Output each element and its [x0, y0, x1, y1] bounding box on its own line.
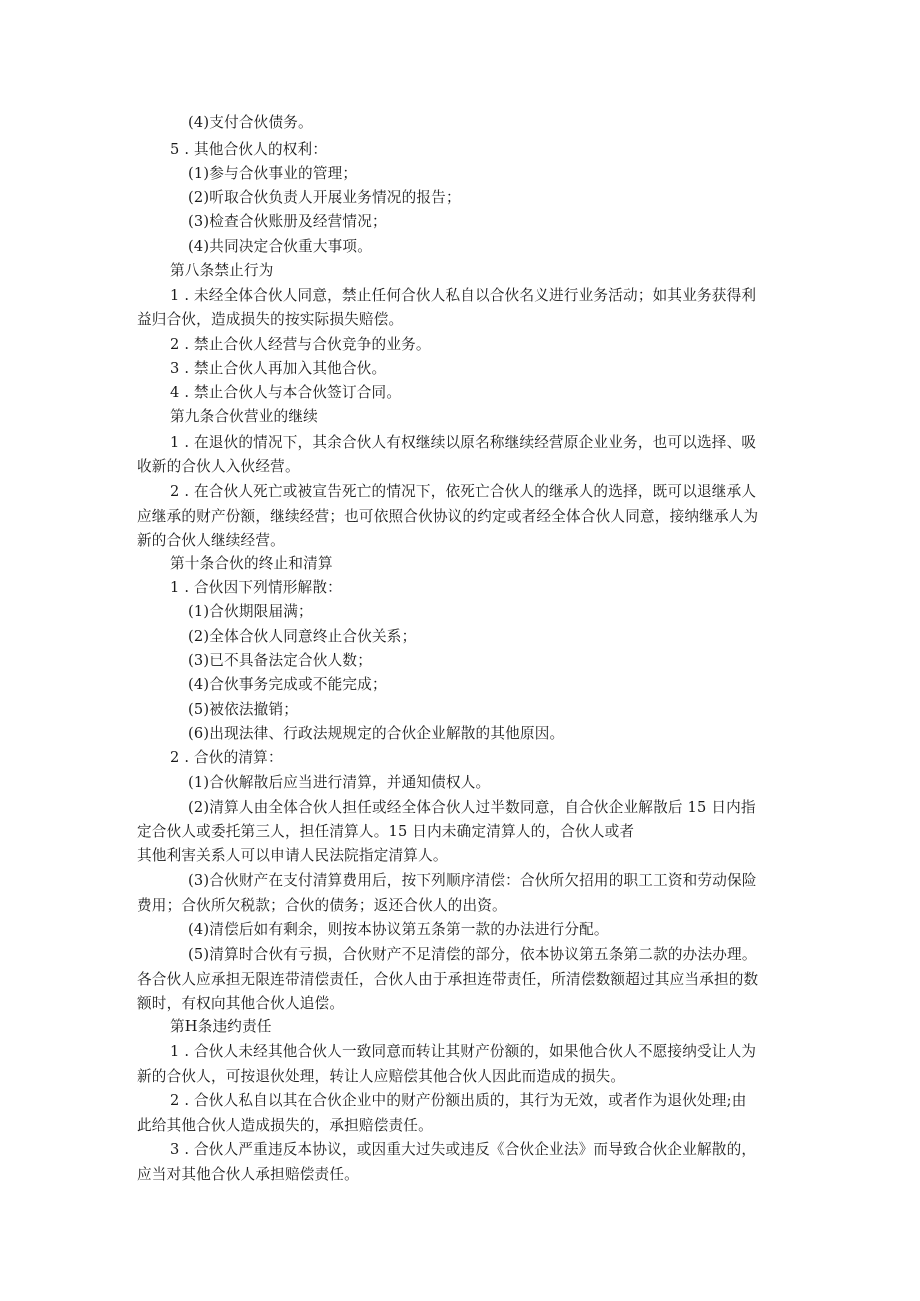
item-pay-debts: (4)支付合伙债务。 — [188, 114, 313, 131]
liquidation-item-2: (2)清算人由全体合伙人担任或经全体合伙人过半数同意，自合伙企业解散后 15 日内指 — [188, 799, 756, 816]
article-10-clause-1: 1 . 合伙因下列情形解散： — [170, 579, 342, 596]
item-decide-matters: (4)共同决定合伙重大事项。 — [188, 238, 373, 255]
article-8-clause-1: 1 . 未经全体合伙人同意，禁止任何合伙人私自以合伙名义进行业务活动；如其业务获得利 — [170, 287, 757, 304]
article-11-clause-1-cont: 新的合伙人，可按退伙处理，转让人应赔偿其他合伙人因此而造成的损失。 — [137, 1068, 626, 1085]
article-9-clause-2-cont-1: 应继承的财产份额，继续经营；也可依照合伙协议的约定或者经全体合伙人同意，接纳继承人为 — [137, 508, 759, 525]
liquidation-item-5-cont-1: 各合伙人应承担无限连带清偿责任，合伙人由于承担连带责任，所清偿数额超过其应当承担的数 — [137, 971, 759, 988]
dissolution-item-6: (6)出现法律、行政法规规定的合伙企业解散的其他原因。 — [188, 725, 565, 742]
liquidation-item-3: (3)合伙财产在支付清算费用后，按下列顺序清偿：合伙所欠招用的职工工资和劳动保险 — [188, 872, 757, 889]
article-11-clause-3-cont: 应当对其他合伙人承担赔偿责任。 — [137, 1166, 359, 1183]
article-8-clause-4: 4 . 禁止合伙人与本合伙签订合同。 — [170, 384, 402, 401]
dissolution-item-2: (2)全体合伙人同意终止合伙关系； — [188, 628, 417, 645]
dissolution-item-3: (3)已不具备法定合伙人数； — [188, 652, 373, 669]
liquidation-item-2-cont-1: 定合伙人或委托第三人，担任清算人。15 日内未确定清算人的，合伙人或者 — [137, 823, 635, 840]
dissolution-item-5: (5)被依法撤销； — [188, 701, 299, 718]
article-11-clause-2: 2 . 合伙人私自以其在合伙企业中的财产份额出质的，其行为无效，或者作为退伙处理;由 — [170, 1092, 747, 1109]
article-8-title: 第八条禁止行为 — [170, 262, 274, 279]
article-9-clause-2: 2 . 在合伙人死亡或被宣告死亡的情况下，依死亡合伙人的继承人的选择，既可以退继承人 — [170, 483, 757, 500]
article-11-clause-3: 3 . 合伙人严重违反本协议，或因重大过失或违反《合伙企业法》而导致合伙企业解散的， — [170, 1141, 757, 1158]
item-participate: (1)参与合伙事业的管理； — [188, 165, 358, 182]
article-10-clause-2: 2 . 合伙的清算： — [170, 749, 283, 766]
item-hear-report: (2)听取合伙负责人开展业务情况的报告； — [188, 189, 461, 206]
dissolution-item-4: (4)合伙事务完成或不能完成； — [188, 676, 387, 693]
dissolution-item-1: (1)合伙期限届满； — [188, 603, 313, 620]
article-11-title: 第H条违约责任 — [170, 1018, 272, 1035]
article-9-clause-2-cont-2: 新的合伙人继续经营。 — [137, 532, 285, 549]
liquidation-item-1: (1)合伙解散后应当进行清算，并通知债权人。 — [188, 774, 491, 791]
article-9-clause-1-cont: 收新的合伙人入伙经营。 — [137, 458, 300, 475]
article-10-title: 第十条合伙的终止和清算 — [170, 555, 333, 572]
article-8-clause-1-cont: 益归合伙，造成损失的按实际损失赔偿。 — [137, 311, 404, 328]
liquidation-item-5-cont-2: 额时，有权向其他合伙人追偿。 — [137, 995, 345, 1012]
article-11-clause-2-cont: 此给其他合伙人造成损失的，承担赔偿责任。 — [137, 1117, 433, 1134]
article-11-clause-1: 1 . 合伙人未经其他合伙人一致同意而转让其财产份额的，如果他合伙人不愿接纳受让人为 — [170, 1043, 757, 1060]
article-9-title: 第九条合伙营业的继续 — [170, 408, 318, 425]
article-9-clause-1: 1 . 在退伙的情况下，其余合伙人有权继续以原名称继续经营原企业业务，也可以选择、吸 — [170, 434, 757, 451]
liquidation-item-2-cont-2: 其他利害关系人可以申请人民法院指定清算人。 — [137, 847, 448, 864]
item-inspect-books: (3)检查合伙账册及经营情况； — [188, 213, 387, 230]
liquidation-item-4: (4)清偿后如有剩余，则按本协议第五条第一款的办法进行分配。 — [188, 921, 609, 938]
heading-other-partner-rights: 5 . 其他合伙人的权利： — [170, 141, 328, 158]
liquidation-item-5: (5)清算时合伙有亏损，合伙财产不足清偿的部分，依本协议第五条第二款的办法办理。 — [188, 946, 757, 963]
article-8-clause-3: 3 . 禁止合伙人再加入其他合伙。 — [170, 360, 387, 377]
liquidation-item-3-cont: 费用；合伙所欠税款；合伙的债务；返还合伙人的出资。 — [137, 897, 507, 914]
article-8-clause-2: 2 . 禁止合伙人经营与合伙竞争的业务。 — [170, 336, 431, 353]
